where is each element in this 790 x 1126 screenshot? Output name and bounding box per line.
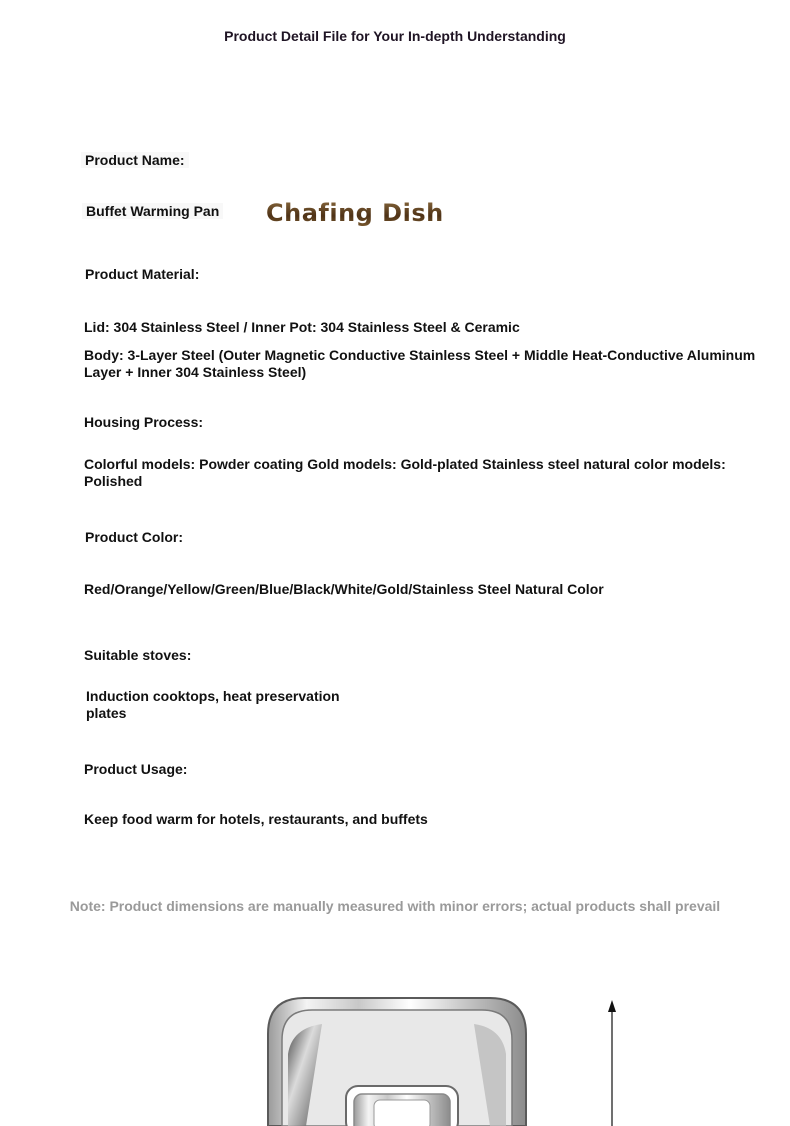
product-material-line-2a: Body: 3-Layer Steel (Outer Magnetic Conductive Stainless Steel + Middle Heat-Conductive Aluminum [84,347,756,363]
brand-title: Chafing Dish [266,199,444,227]
product-color-label: Product Color: [85,529,183,545]
product-material-line-1: Lid: 304 Stainless Steel / Inner Pot: 304 Stainless Steel & Ceramic [84,319,520,335]
product-name-label [85,152,189,169]
product-name-value-text: Buffet Warming Pan [82,203,223,219]
product-material-label: Product Material: [85,266,200,282]
chafing-dish-lid-photo [262,994,532,1126]
product-color-value: Red/Orange/Yellow/Green/Blue/Black/White/Gold/Stainless Steel Natural Color [84,581,604,597]
housing-process-label: Housing Process: [84,414,204,430]
suitable-stoves-value-b: plates [86,705,127,721]
product-usage-value: Keep food warm for hotels, restaurants, and buffets [84,811,428,827]
dimensions-note: Note: Product dimensions are manually measured with minor errors; actual products shall prevail [69,898,721,914]
height-arrow-icon [600,998,624,1126]
product-name-label-text: Product Name: [81,152,189,168]
product-material-line-2b: Layer + Inner 304 Stainless Steel) [84,364,307,380]
product-usage-label: Product Usage: [84,761,188,777]
product-name-value [86,203,223,220]
housing-process-value-b: Polished [84,473,143,489]
suitable-stoves-label: Suitable stoves: [84,647,192,663]
suitable-stoves-value-a: Induction cooktops, heat preservation [86,688,340,704]
page-title: Product Detail File for Your In-depth Understanding [224,28,566,44]
housing-process-value-a: Colorful models: Powder coating Gold models: Gold-plated Stainless steel natural color models: [84,456,726,472]
